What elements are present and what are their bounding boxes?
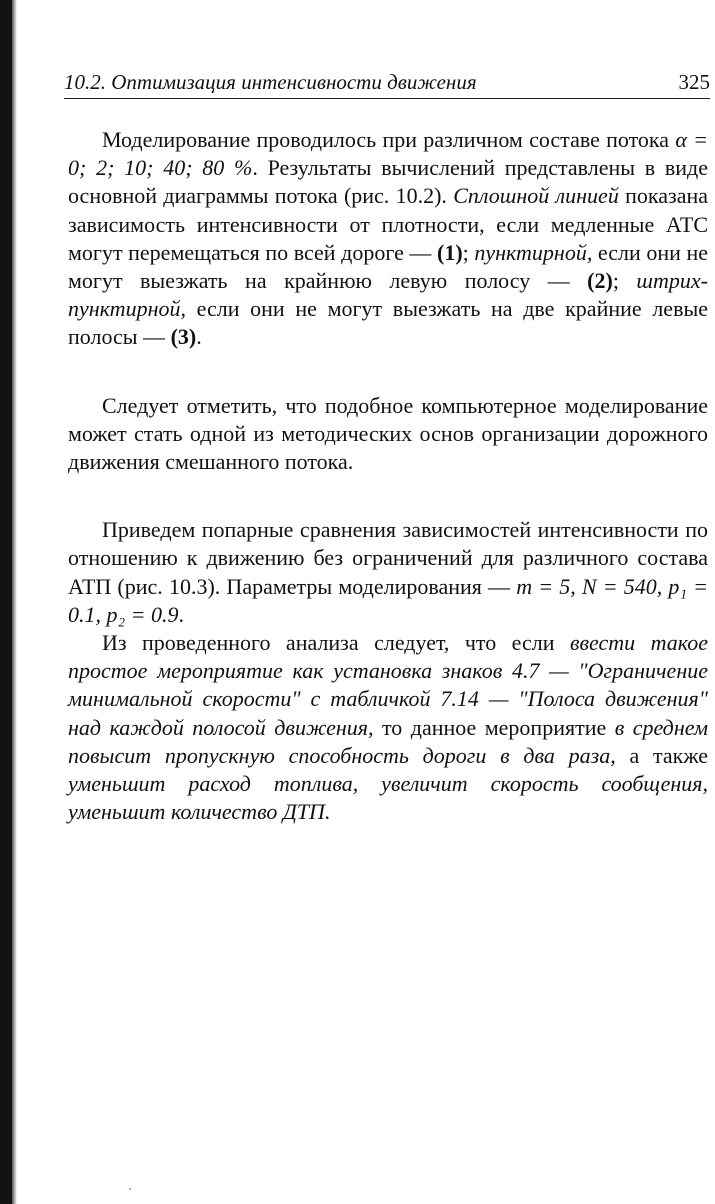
text-run: . [196,324,202,350]
emphasis-solid-line: Сплошной линией [453,183,619,209]
emphasis-capacity: в среднем повысит пропускную способность дороги в два раза, [68,714,708,768]
emphasis-measure: ввести такое простое мероприятие как установка знаков 4.7 — "Ограничение минимальной скорости" с табличкой 7.14 — "Полоса движения" над каждой полосой движения, [68,630,708,740]
text-run: Моделирование проводилось при различном составе потока [102,127,676,152]
case-label-1: (1) [437,239,463,265]
math-parameters: m = 5, N = 540, p₁ = 0.1, p₂ = 0.9 [68,573,709,627]
case-label-2: (2) [587,268,613,294]
emphasis-dashed-line: пунктирной, [474,239,593,265]
emphasis-dash-dot-line: штрих-пунктирной, [68,268,708,322]
running-head: 10.2. Оптимизация интенсивности движения [64,70,477,94]
text-run: . Результаты вычислений представлены в виде основной диаграммы потока (рис. 10.2). [68,155,708,209]
text-run: Приведем попарные сравнения зависимостей интенсивности по отношению к движению без ограничений для различного состава АТП (рис. 10.3). Параметры моделирования — [68,517,708,599]
binding-shadow [12,0,17,1204]
paragraph-pairwise-comparison [68,516,708,629]
math-expression: α = 0; 2; 10; 40; 80 % [68,127,708,181]
page-header [64,68,710,99]
page-number: 325 [678,70,710,94]
page-body [68,126,708,826]
text-run: Из проведенного анализа следует, что если [102,630,570,656]
text-run: Следует отметить, что подобное компьютерное моделирование может стать одной из методических основ организации дорожного движения смешанного потока. [68,392,708,475]
text-run: а также [615,742,708,768]
paragraph-simulation-results [68,126,708,352]
paragraph-conclusion [68,629,708,826]
text-run: показана зависимость интенсивности от плотности, если медленные АТС могут перемещаться по всей дороге — [68,183,708,265]
text-run: . [178,601,184,627]
book-binding-edge [0,0,12,1204]
text-run: если они не могут выезжать на крайнюю левую полосу — [68,239,708,294]
scan-speck [129,1188,131,1190]
text-run: если они не могут выезжать на две крайние левые полосы — [68,296,708,350]
text-run: ; [612,268,637,294]
text-run: ; [462,239,475,265]
emphasis-benefits: уменьшит расход топлива, увеличит скорость сообщения, уменьшит количество ДТП. [68,771,708,825]
paragraph-modeling-note [68,392,708,477]
case-label-3: (3) [170,324,197,350]
text-run: то данное мероприятие [373,714,615,740]
